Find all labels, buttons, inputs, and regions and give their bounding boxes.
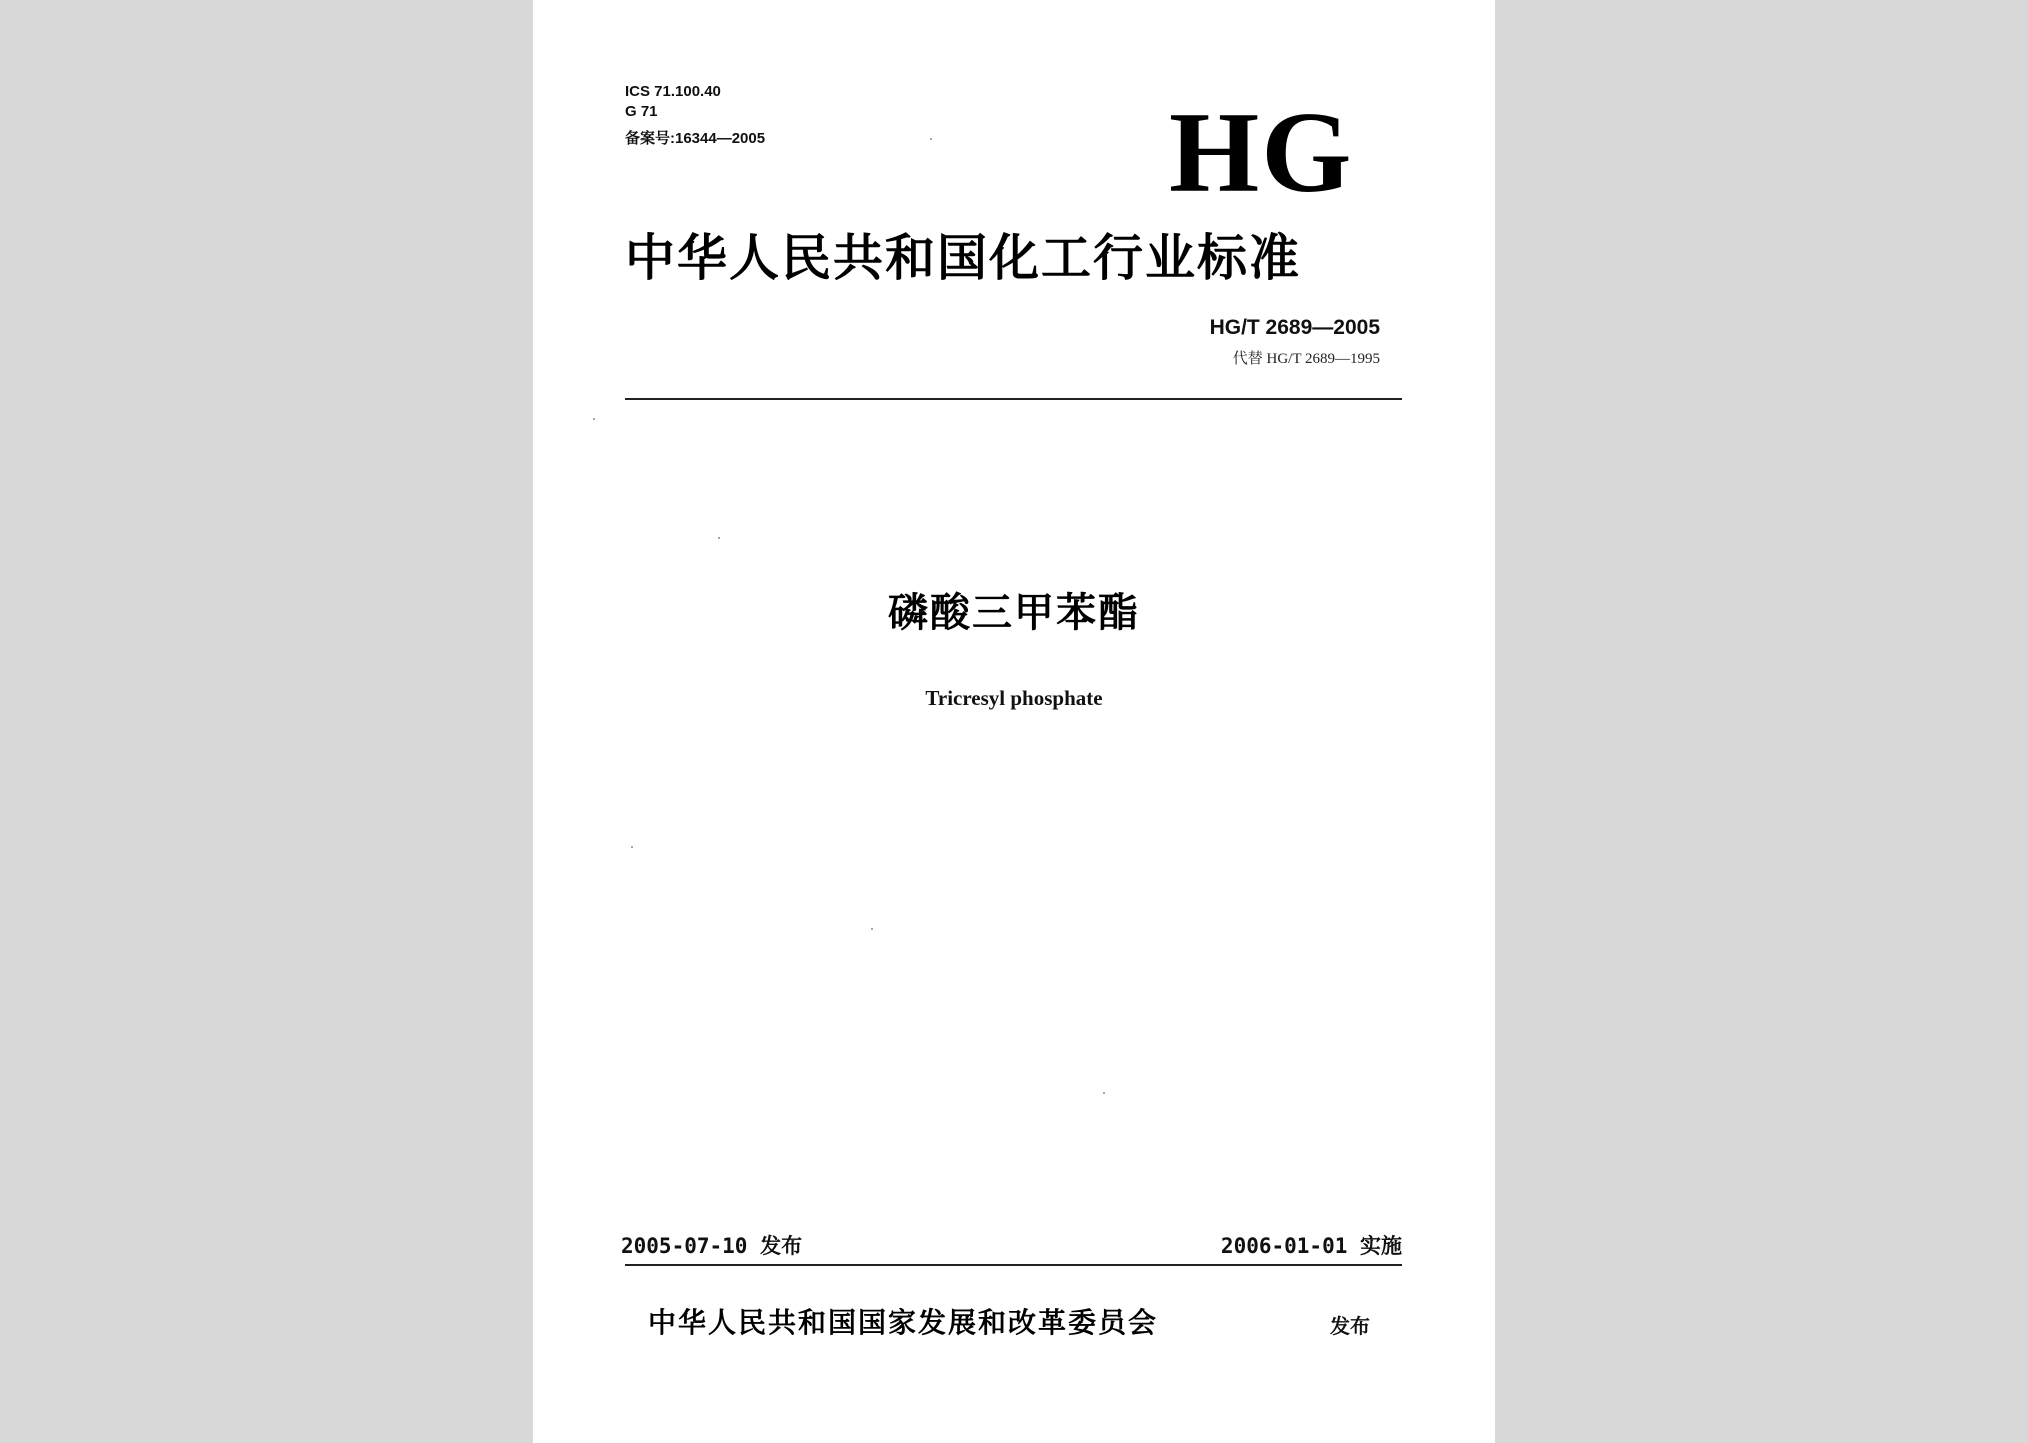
standard-category-title: 中华人民共和国化工行业标准 [625,229,1301,287]
hg-logo: HG [1169,89,1354,217]
document-page [533,0,1495,1443]
document-title-cn: 磷酸三甲苯酯 [888,590,1140,636]
ics-code: ICS 71.100.40 [625,83,721,100]
scan-speck [718,537,720,539]
standard-number: HG/T 2689—2005 [1209,316,1380,339]
footer-divider [625,1264,1402,1266]
issue-date: 2005-07-10 发布 [621,1234,803,1258]
header-divider [625,398,1402,400]
publish-label: 发布 [1330,1314,1370,1338]
scan-speck [871,928,873,930]
effective-date: 2006-01-01 实施 [1220,1234,1402,1258]
filing-number: 备案号:16344—2005 [625,130,766,147]
scan-speck [1103,1092,1105,1094]
scan-speck [930,138,932,140]
replaces-standard: 代替 HG/T 2689—1995 [1232,351,1380,367]
publisher-name: 中华人民共和国国家发展和改革委员会 [648,1306,1159,1339]
classification-code: G 71 [625,103,658,120]
document-title-en: Tricresyl phosphate [925,686,1103,710]
scan-speck [631,846,633,848]
scan-speck [593,418,595,420]
